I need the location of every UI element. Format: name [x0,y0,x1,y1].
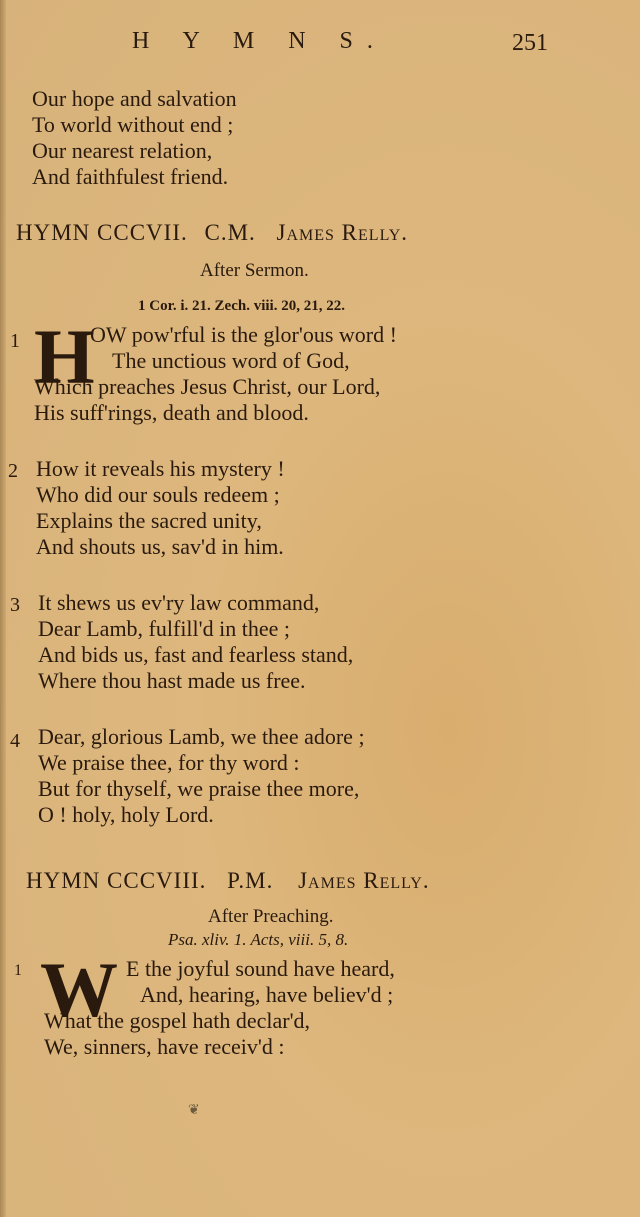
verse-number: 1 [14,962,22,979]
verse-line: And bids us, fast and fearless stand, [38,642,354,667]
verse-line: The unctious word of God, [112,348,350,373]
verse-number: 3 [10,594,20,616]
verse-line: How it reveals his mystery ! [36,456,285,481]
hymn-meter: P.M. [227,868,274,893]
hymn-occasion: After Preaching. [208,906,334,927]
verse-line: To world without end ; [32,112,234,137]
verse-line: Dear Lamb, fulfill'd in thee ; [38,616,290,641]
verse-number: 2 [8,460,18,482]
verse-line: Where thou hast made us free. [38,668,306,693]
running-head: H Y M N S. [132,28,387,54]
hymn-title: HYMN CCCVIII. [26,868,207,893]
hymn-308-heading [26,868,430,894]
page-edge [0,0,6,1217]
verse-line: Which preaches Jesus Christ, our Lord, [34,374,381,399]
drop-cap: W [40,946,118,1033]
verse-line: Who did our souls redeem ; [36,482,280,507]
verse-line: Dear, glorious Lamb, we thee adore ; [38,724,365,749]
verse-number: 4 [10,730,20,752]
verse-line: OW pow'rful is the glor'ous word ! [90,322,397,347]
verse-line: And faithfulest friend. [32,164,229,189]
hymn-author: James Relly. [298,868,430,893]
scripture-reference: Psa. xliv. 1. Acts, viii. 5, 8. [168,930,349,949]
drop-cap: H [34,313,95,400]
scripture-reference: 1 Cor. i. 21. Zech. viii. 20, 21, 22. [138,298,345,314]
verse-line: But for thyself, we praise thee more, [38,776,360,801]
hymn-meter: C.M. [204,220,256,245]
verse-number: 1 [10,330,20,352]
verse-line: We praise thee, for thy word : [38,750,300,775]
verse-line: E the joyful sound have heard, [126,956,395,981]
hymn-author: James Relly. [276,220,409,245]
verse-line: Explains the sacred unity, [36,508,262,533]
verse-line: What the gospel hath declar'd, [44,1008,311,1033]
ornament-icon: ❦ [188,1103,200,1118]
hymn-title: HYMN CCCVII. [16,220,188,245]
verse-line: O ! holy, holy Lord. [38,802,214,827]
verse-line: We, sinners, have receiv'd : [44,1034,285,1059]
verse-line: And shouts us, sav'd in him. [36,534,284,559]
hymn-occasion: After Sermon. [200,260,309,281]
verse-line: Our nearest relation, [32,138,213,163]
page-number: 251 [512,30,548,56]
verse-line: It shews us ev'ry law command, [38,590,320,615]
hymn-307-heading [16,220,408,246]
verse-line: And, hearing, have believ'd ; [140,982,394,1007]
verse-line: Our hope and salvation [32,86,237,111]
verse-line: His suff'rings, death and blood. [34,400,309,425]
